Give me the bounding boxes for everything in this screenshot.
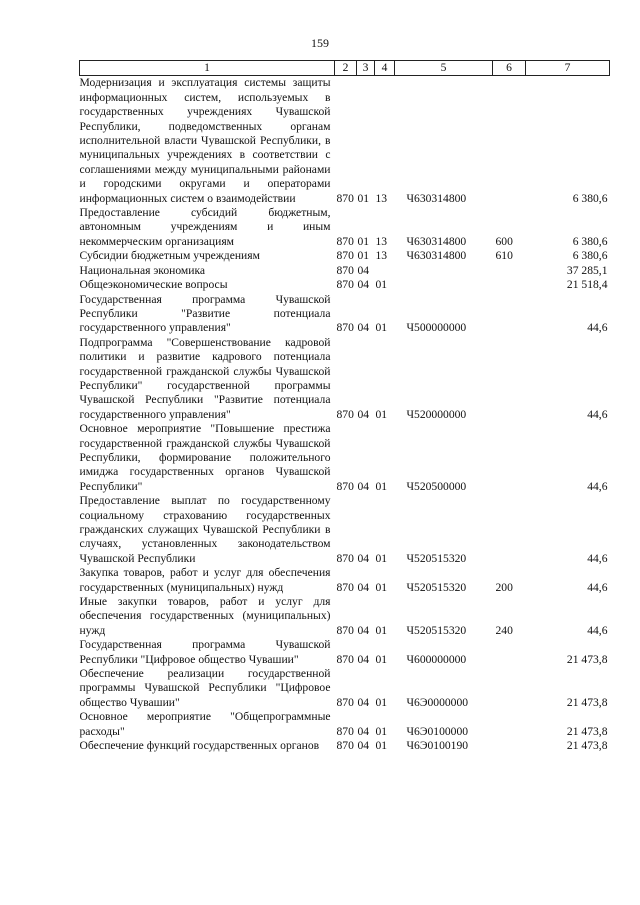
- target-article-code: Ч6Э0100190: [406, 739, 469, 753]
- section-code: 04: [357, 407, 370, 421]
- page-number: 159: [311, 36, 329, 50]
- admin-code: 870: [336, 551, 354, 565]
- item-name: Основное мероприятие "Повышение престижа государственной гражданской службы Чувашской Республики, формирование положительного имиджа государственных органов Чувашской Республики": [79, 422, 331, 493]
- item-name: Модернизация и эксплуатация системы защиты информационных систем, используемых в государственных учреждениях Чувашской Республики, подведомственных органам исполнительной власти Чувашской Республики, в муниципальных учреждениях в соответствии с соглашениями между муниципальными районами и городскими округами и операторами информационных систем о взаимодействии: [79, 76, 331, 205]
- target-article-code: Ч520515320: [406, 551, 467, 565]
- table-header-row: [80, 61, 610, 76]
- header-col-7: 7: [526, 61, 610, 76]
- header-col-1: 1: [80, 61, 335, 76]
- admin-code: 870: [336, 724, 354, 738]
- table-row: [80, 336, 610, 422]
- amount: 21 473,8: [566, 724, 608, 738]
- amount: 6 380,6: [572, 234, 608, 248]
- expense-type-code: [493, 422, 526, 494]
- admin-code: 870: [336, 191, 354, 205]
- table-row: [80, 206, 610, 249]
- expense-type-code: [493, 76, 526, 206]
- section-code: 04: [357, 695, 370, 709]
- target-article-code: Ч600000000: [406, 652, 467, 666]
- subsection-code: 01: [375, 278, 388, 292]
- section-code: 04: [357, 321, 370, 335]
- section-code: 04: [357, 724, 370, 738]
- admin-code: 870: [336, 249, 354, 263]
- subsection-code: 13: [375, 234, 388, 248]
- table-row: [80, 566, 610, 595]
- header-col-5: 5: [395, 61, 493, 76]
- expense-type-code: [493, 710, 526, 739]
- expense-type-code: 600: [495, 234, 513, 248]
- target-article-code: Ч520500000: [406, 479, 467, 493]
- target-article-code: Ч520515320: [406, 580, 467, 594]
- section-code: 04: [357, 580, 370, 594]
- table-row: [80, 293, 610, 336]
- item-name: Основное мероприятие "Общепрограммные расходы": [79, 710, 331, 738]
- table-row: [80, 76, 610, 206]
- amount: 37 285,1: [566, 263, 608, 277]
- subsection-code: 01: [375, 407, 388, 421]
- section-code: 04: [357, 479, 370, 493]
- target-article-code: [395, 278, 493, 292]
- subsection-code: 01: [375, 623, 388, 637]
- admin-code: 870: [336, 321, 354, 335]
- admin-code: 870: [336, 695, 354, 709]
- item-name: Государственная программа Чувашской Республики "Цифровое общество Чувашии": [79, 638, 331, 666]
- expense-type-code: [493, 293, 526, 336]
- item-name: Обеспечение функций государственных органов: [79, 739, 320, 753]
- expense-type-code: [493, 638, 526, 667]
- section-code: 04: [357, 263, 370, 277]
- amount: 6 380,6: [572, 249, 608, 263]
- subsection-code: 13: [375, 249, 388, 263]
- amount: 21 473,8: [566, 652, 608, 666]
- amount: 21 473,8: [566, 695, 608, 709]
- expense-type-code: 610: [495, 249, 513, 263]
- header-col-2: 2: [335, 61, 357, 76]
- expense-type-code: [493, 336, 526, 422]
- admin-code: 870: [336, 580, 354, 594]
- table-row: [80, 494, 610, 566]
- budget-table: [79, 60, 610, 754]
- expense-type-code: 200: [495, 580, 513, 594]
- subsection-code: 01: [375, 695, 388, 709]
- target-article-code: Ч630314800: [406, 234, 467, 248]
- item-name: Государственная программа Чувашской Республики "Развитие потенциала государственного управления": [79, 292, 331, 335]
- subsection-code: 01: [375, 321, 388, 335]
- target-article-code: Ч520000000: [406, 407, 467, 421]
- target-article-code: Ч630314800: [406, 191, 467, 205]
- subsection-code: 01: [375, 724, 388, 738]
- section-code: 01: [357, 249, 370, 263]
- amount: 44,6: [587, 407, 608, 421]
- item-name: Иные закупки товаров, работ и услуг для обеспечения государственных (муниципальных) нужд: [79, 595, 331, 637]
- header-col-6: 6: [493, 61, 526, 76]
- subsection-code: 01: [375, 580, 388, 594]
- section-code: 04: [357, 551, 370, 565]
- subsection-code: 01: [375, 551, 388, 565]
- amount: 44,6: [587, 623, 608, 637]
- expense-type-code: [493, 264, 526, 278]
- header-col-3: 3: [357, 61, 375, 76]
- table-row: [80, 739, 610, 753]
- amount: 44,6: [587, 321, 608, 335]
- amount: 44,6: [587, 479, 608, 493]
- section-code: 01: [357, 191, 370, 205]
- admin-code: 870: [336, 234, 354, 248]
- table-row: [80, 638, 610, 667]
- admin-code: 870: [336, 263, 354, 277]
- subsection-code: 01: [375, 652, 388, 666]
- table-row: [80, 667, 610, 710]
- expense-type-code: 240: [495, 623, 513, 637]
- target-article-code: [395, 264, 493, 278]
- section-code: 01: [357, 234, 370, 248]
- subsection-code: 13: [375, 191, 388, 205]
- table-row: [80, 595, 610, 638]
- target-article-code: Ч500000000: [406, 321, 467, 335]
- admin-code: 870: [336, 652, 354, 666]
- section-code: 04: [357, 623, 370, 637]
- header-col-4: 4: [375, 61, 395, 76]
- amount: 44,6: [587, 580, 608, 594]
- item-name: Национальная экономика: [79, 263, 206, 277]
- amount: 44,6: [587, 551, 608, 565]
- admin-code: 870: [336, 278, 354, 292]
- item-name: Общеэкономические вопросы: [79, 278, 228, 292]
- target-article-code: Ч520515320: [406, 623, 467, 637]
- item-name: Предоставление выплат по государственному социальному страхованию государственных гражданских служащих Чувашской Республики в случаях, установленных законодательством Чувашской Республики: [79, 494, 331, 565]
- item-name: Обеспечение реализации государственной программы Чувашской Республики "Цифровое общество Чувашии": [79, 667, 331, 709]
- admin-code: 870: [336, 479, 354, 493]
- item-name: Закупка товаров, работ и услуг для обеспечения государственных (муниципальных) нужд: [79, 566, 331, 594]
- expense-type-code: [493, 278, 526, 292]
- admin-code: 870: [336, 407, 354, 421]
- item-name: Предоставление субсидий бюджетным, автономным учреждениям и иным некоммерческим организациям: [79, 206, 331, 248]
- table-row: [80, 422, 610, 494]
- subsection-code: 01: [375, 739, 388, 753]
- target-article-code: Ч6Э0100000: [406, 724, 469, 738]
- expense-type-code: [493, 667, 526, 710]
- expense-type-code: [493, 494, 526, 566]
- amount: 21 473,8: [566, 739, 608, 753]
- target-article-code: Ч630314800: [406, 249, 467, 263]
- table-row: [80, 264, 610, 278]
- expense-type-code: [493, 739, 526, 753]
- amount: 21 518,4: [566, 278, 608, 292]
- target-article-code: Ч6Э0000000: [406, 695, 469, 709]
- item-name: Подпрограмма "Совершенствование кадровой политики и развитие кадрового потенциала государственной гражданской службы Чувашской Республики" государственной программы Чувашской Республики "Развитие потенциала государственного управления": [79, 335, 331, 421]
- subsection-code: [375, 264, 395, 278]
- section-code: 04: [357, 278, 370, 292]
- section-code: 04: [357, 652, 370, 666]
- admin-code: 870: [336, 739, 354, 753]
- item-name: Субсидии бюджетным учреждениям: [79, 249, 260, 263]
- section-code: 04: [357, 739, 370, 753]
- table-row: [80, 710, 610, 739]
- subsection-code: 01: [375, 479, 388, 493]
- admin-code: 870: [336, 623, 354, 637]
- table-row: [80, 278, 610, 292]
- amount: 6 380,6: [572, 191, 608, 205]
- table-row: [80, 249, 610, 263]
